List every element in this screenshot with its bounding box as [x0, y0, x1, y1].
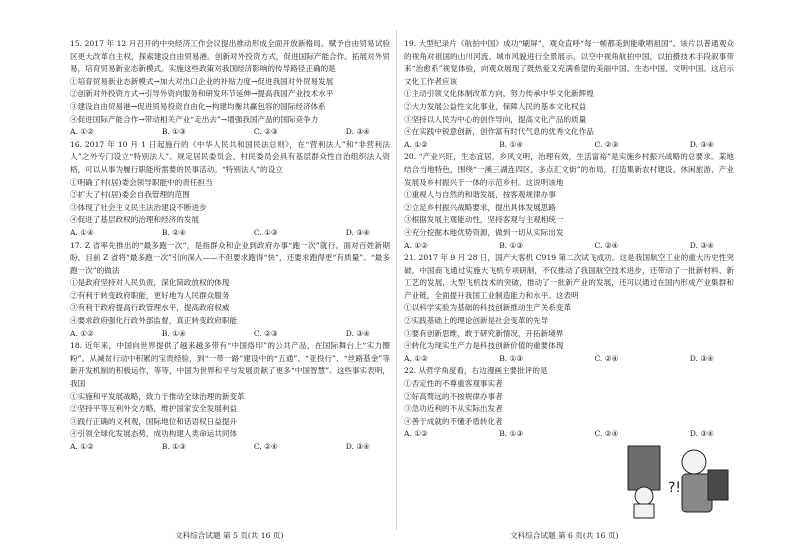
option-line: ③体现了社会主义民主法治建设不断进步	[70, 202, 207, 212]
answer-choice[interactable]: D. ③④	[689, 139, 714, 149]
answer-choice[interactable]: D. ③④	[689, 240, 714, 250]
page-footer-left: 文科综合试题 第 5 页(共 16 页)	[175, 531, 284, 540]
question-left-0	[70, 38, 390, 139]
option-line: ②好高骛远的不按规律办事者	[404, 391, 503, 401]
option-line: ③根据发展主观能动性，坚持客观与主观相统一	[404, 215, 564, 225]
option-line: ①重视人与自然的和谐发展，按客观规律办事	[404, 190, 556, 200]
answer-choice[interactable]: A. ①②	[70, 127, 94, 137]
answer-choices	[70, 441, 390, 454]
answer-choices	[70, 126, 390, 139]
answer-choice[interactable]: C. ②③	[594, 139, 619, 149]
question-left-3	[70, 340, 390, 453]
answer-choices	[404, 240, 734, 253]
svg-text:?!: ?!	[668, 480, 682, 496]
question-left-1	[70, 139, 390, 240]
question-right-0	[404, 38, 734, 151]
page-footer-right: 文科综合试题 第 6 页(共 16 页)	[510, 531, 619, 540]
answer-choice[interactable]: C. ②④	[594, 240, 619, 250]
question-right-3	[404, 365, 734, 441]
option-line: ④促进国际产能合作→带动相关产业“走出去”→增强我国产品的国际竞争力	[70, 114, 319, 124]
question-stem: 17. Z 省率先推出的“最多跑一次”，是指群众和企业到政府办事“跑一次”就行。面对百姓新期盼，目前 Z 省将“最多跑一次”引向深入——不但要求跑得“快”，还要求跑得更“有质量”。“最多跑一次”的做法	[70, 240, 390, 275]
answer-choice[interactable]: D. ③④	[689, 429, 714, 439]
answer-choice[interactable]: C. ②④	[594, 429, 619, 439]
option-line: ①是政府坚持对人民负责，深化简政放权的体现	[70, 278, 230, 288]
answer-choice[interactable]: A. ①②	[404, 353, 428, 363]
option-line: ①实施和平发展战略，致力于推动全球治理的新变革	[70, 391, 245, 401]
option-line: ④引领全球化发展态势，成功构建人类命运共同体	[70, 429, 238, 439]
option-line: ③有利于政府提高行政管理水平，提高政府权威	[70, 303, 230, 313]
option-line: ②扩大了村(居)委会自我管理的范围	[70, 190, 190, 200]
question-stem: 19. 大型纪录片《航拍中国》成功“刷屏”，观众直呼“每一帧都美到能歌唱祖国”。该片以普通观众的视角对祖国的山川河流、城市风貌进行全景展示，以空中视角航拍中国，以拍摄技术手段叙事带来“治愈系”视觉体验，向观众展现了既热爱又充满希望的美丽中国、生态中国、文明中国。这启示文化工作者应该	[404, 39, 734, 86]
answer-choice[interactable]: A. ①②	[404, 139, 428, 149]
question-right-2	[404, 252, 734, 365]
right-column	[404, 38, 734, 441]
column-divider	[396, 30, 397, 530]
option-line: ①主动引领文化体制改革方向，努力传承中华文化新辉煌	[404, 89, 594, 99]
answer-choice[interactable]: B. ①③	[161, 442, 186, 451]
question-stem: 18. 近年来，中国向世界提供了越来越多带有“中国烙印”的公共产品，在国际舞台上“实力圈粉”。从减贫行动中积累的宝贵经验，到“一带一路”建设中的“五通”、“亚投行”、“丝路基金”等新开发机制的积极运作，等等，中国为世界和平与发展贡献了更多“中国智慧”。这些事实表明，我国	[70, 341, 390, 389]
option-line: ①以科学实验为基础的科技创新推动生产关系变革	[404, 303, 572, 313]
question-stem: 22. 从哲学角度看，右边漫画主要批评的是	[404, 366, 548, 376]
option-line: ④善于成就的不懂矛盾转化者	[404, 416, 503, 426]
option-line: ④促进了基层政权的治理和经济的发展	[70, 215, 200, 225]
option-line: ②创新对外投资方式→引导外资向服务和研发环节延伸→提高我国产业技术水平	[70, 89, 334, 99]
answer-choice[interactable]: C. ②③	[253, 328, 278, 338]
answer-choice[interactable]: C. ②③	[253, 127, 278, 137]
option-line: ②实践基础上的理论创新是社会变革的先导	[404, 316, 549, 326]
option-line: ③要有创新思维，敢于研究新情况，开拓新境界	[404, 328, 564, 338]
answer-choice[interactable]: A. ①②	[404, 240, 428, 250]
answer-choice[interactable]: D. ③④	[689, 353, 714, 363]
answer-choice[interactable]: D. ③④	[345, 442, 370, 451]
question-stem: 16. 2017 年 10 月 1 日起施行的《中华人民共和国民法总则》，在“营利法人”和“非营利法人”之外专门设立“特别法人”。规定居民委员会、村民委员会具有基层群众性自治组织法人资格，可以从事为履行职能所需要的民事活动。“特别法人”的设立	[70, 139, 390, 174]
answer-choices	[404, 353, 734, 366]
option-line: ③践行正确的义利观，国际地位和话语权日益提升	[70, 416, 238, 426]
option-line: ②大力发展公益性文化事业，保障人民的基本文化权益	[404, 101, 587, 111]
answer-choice[interactable]: B. ①③	[499, 240, 524, 250]
answer-choice[interactable]: D. ③④	[345, 227, 370, 237]
answer-choices	[70, 227, 390, 240]
answer-choice[interactable]: B. ①③	[499, 353, 524, 363]
option-line: ②有利于转变政府职能，更好地为人民群众服务	[70, 290, 230, 300]
option-line: ④在实践中锐意创新，创作富有时代气息的优秀文化作品	[404, 127, 594, 137]
question-right-1	[404, 151, 734, 252]
answer-choice[interactable]: D. ③④	[345, 127, 370, 137]
option-line: ③建设自由贸易港→促进贸易投资自由化→构建均衡共赢包容的国际经济体系	[70, 101, 326, 111]
answer-choice[interactable]: C. ①③	[253, 227, 278, 237]
option-line: ①明确了村(居)委会领导职能中的责任担当	[70, 177, 213, 187]
question-stem: 15. 2017 年 12 月召开的中央经济工作会议提出推动形成全面开放新格局。赋予自由贸易试验区更大改革自主权，探索建设自由贸易港。创新对外投资方式，促进国际产能合作。拓展对外贸易，培育贸易新业态新模式。实施这些政策对我国经济影响的传导路径正确的是	[70, 39, 390, 74]
answer-choice[interactable]: B. ①④	[161, 328, 186, 338]
cartoon-illustration-icon	[620, 440, 732, 520]
answer-choice[interactable]: C. ②④	[253, 442, 278, 451]
answer-choice[interactable]: C. ②④	[594, 353, 619, 363]
answer-choices	[70, 328, 390, 341]
answer-choice[interactable]: A. ①④	[70, 227, 94, 237]
answer-choice[interactable]: A. ①②	[70, 442, 94, 451]
option-line: ③坚持以人民为中心的创作导向，提高文化产品的质量	[404, 114, 587, 124]
answer-choice[interactable]: B. ①③	[161, 127, 186, 137]
option-line: ④要求政府强化行政外部监督，真正转变政府职能	[70, 316, 238, 326]
answer-choice[interactable]: B. ②④	[161, 227, 186, 237]
option-line: ④充分挖掘本地优势资源，做到一切从实际出发	[404, 227, 564, 237]
option-line: ①否定性的不尊重客观事实者	[404, 379, 503, 389]
option-line: ③急功近利的不从实际出发者	[404, 404, 503, 414]
answer-choice[interactable]: D. ③④	[345, 328, 370, 338]
option-line: ②坚持平等互利外交方略，维护国家安全发展利益	[70, 404, 238, 414]
answer-choice[interactable]: B. ①④	[499, 139, 524, 149]
option-line: ②立足乡村振兴战略要求，提出具体发展思路	[404, 202, 556, 212]
left-column	[70, 38, 390, 454]
option-line: ④转化为现实生产力是科技创新价值的重要体现	[404, 341, 564, 351]
answer-choice[interactable]: A. ①②	[404, 429, 428, 439]
question-stem: 21. 2017 年 9 月 28 日，国产大客机 C919 第二次试飞成功。这是我国航空工业的重大历史性突破。中国商飞通过实施大飞机专项研制，不仅推动了我国航空技术进步，还带动了一批新材料、新工艺的发展，大型飞机技术的突破，推动了一批新产业的发展，还可以通过在国内形成产业集群和产业链，全面提升我国工业制造能力和水平。这表明	[404, 253, 734, 300]
answer-choice[interactable]: B. ①③	[499, 429, 524, 439]
option-line: ①培育贸易新业态新模式→加大对出口企业的补贴力度→促进我国对外贸易发展	[70, 76, 334, 86]
question-left-2	[70, 240, 390, 341]
question-stem: 20. “产业兴旺，生态宜居，乡风文明，治理有效，生活富裕”是实施乡村振兴战略的总要求。某地结合当地特色，围绕“一溪三湖连四区，多点汇文街”的布局，打造集新农村建设、休闲旅游、产业发展及乡村振兴于一体的示范乡村。这说明该地	[404, 152, 734, 187]
answer-choice[interactable]: A. ①②	[70, 328, 94, 338]
answer-choices	[404, 139, 734, 152]
